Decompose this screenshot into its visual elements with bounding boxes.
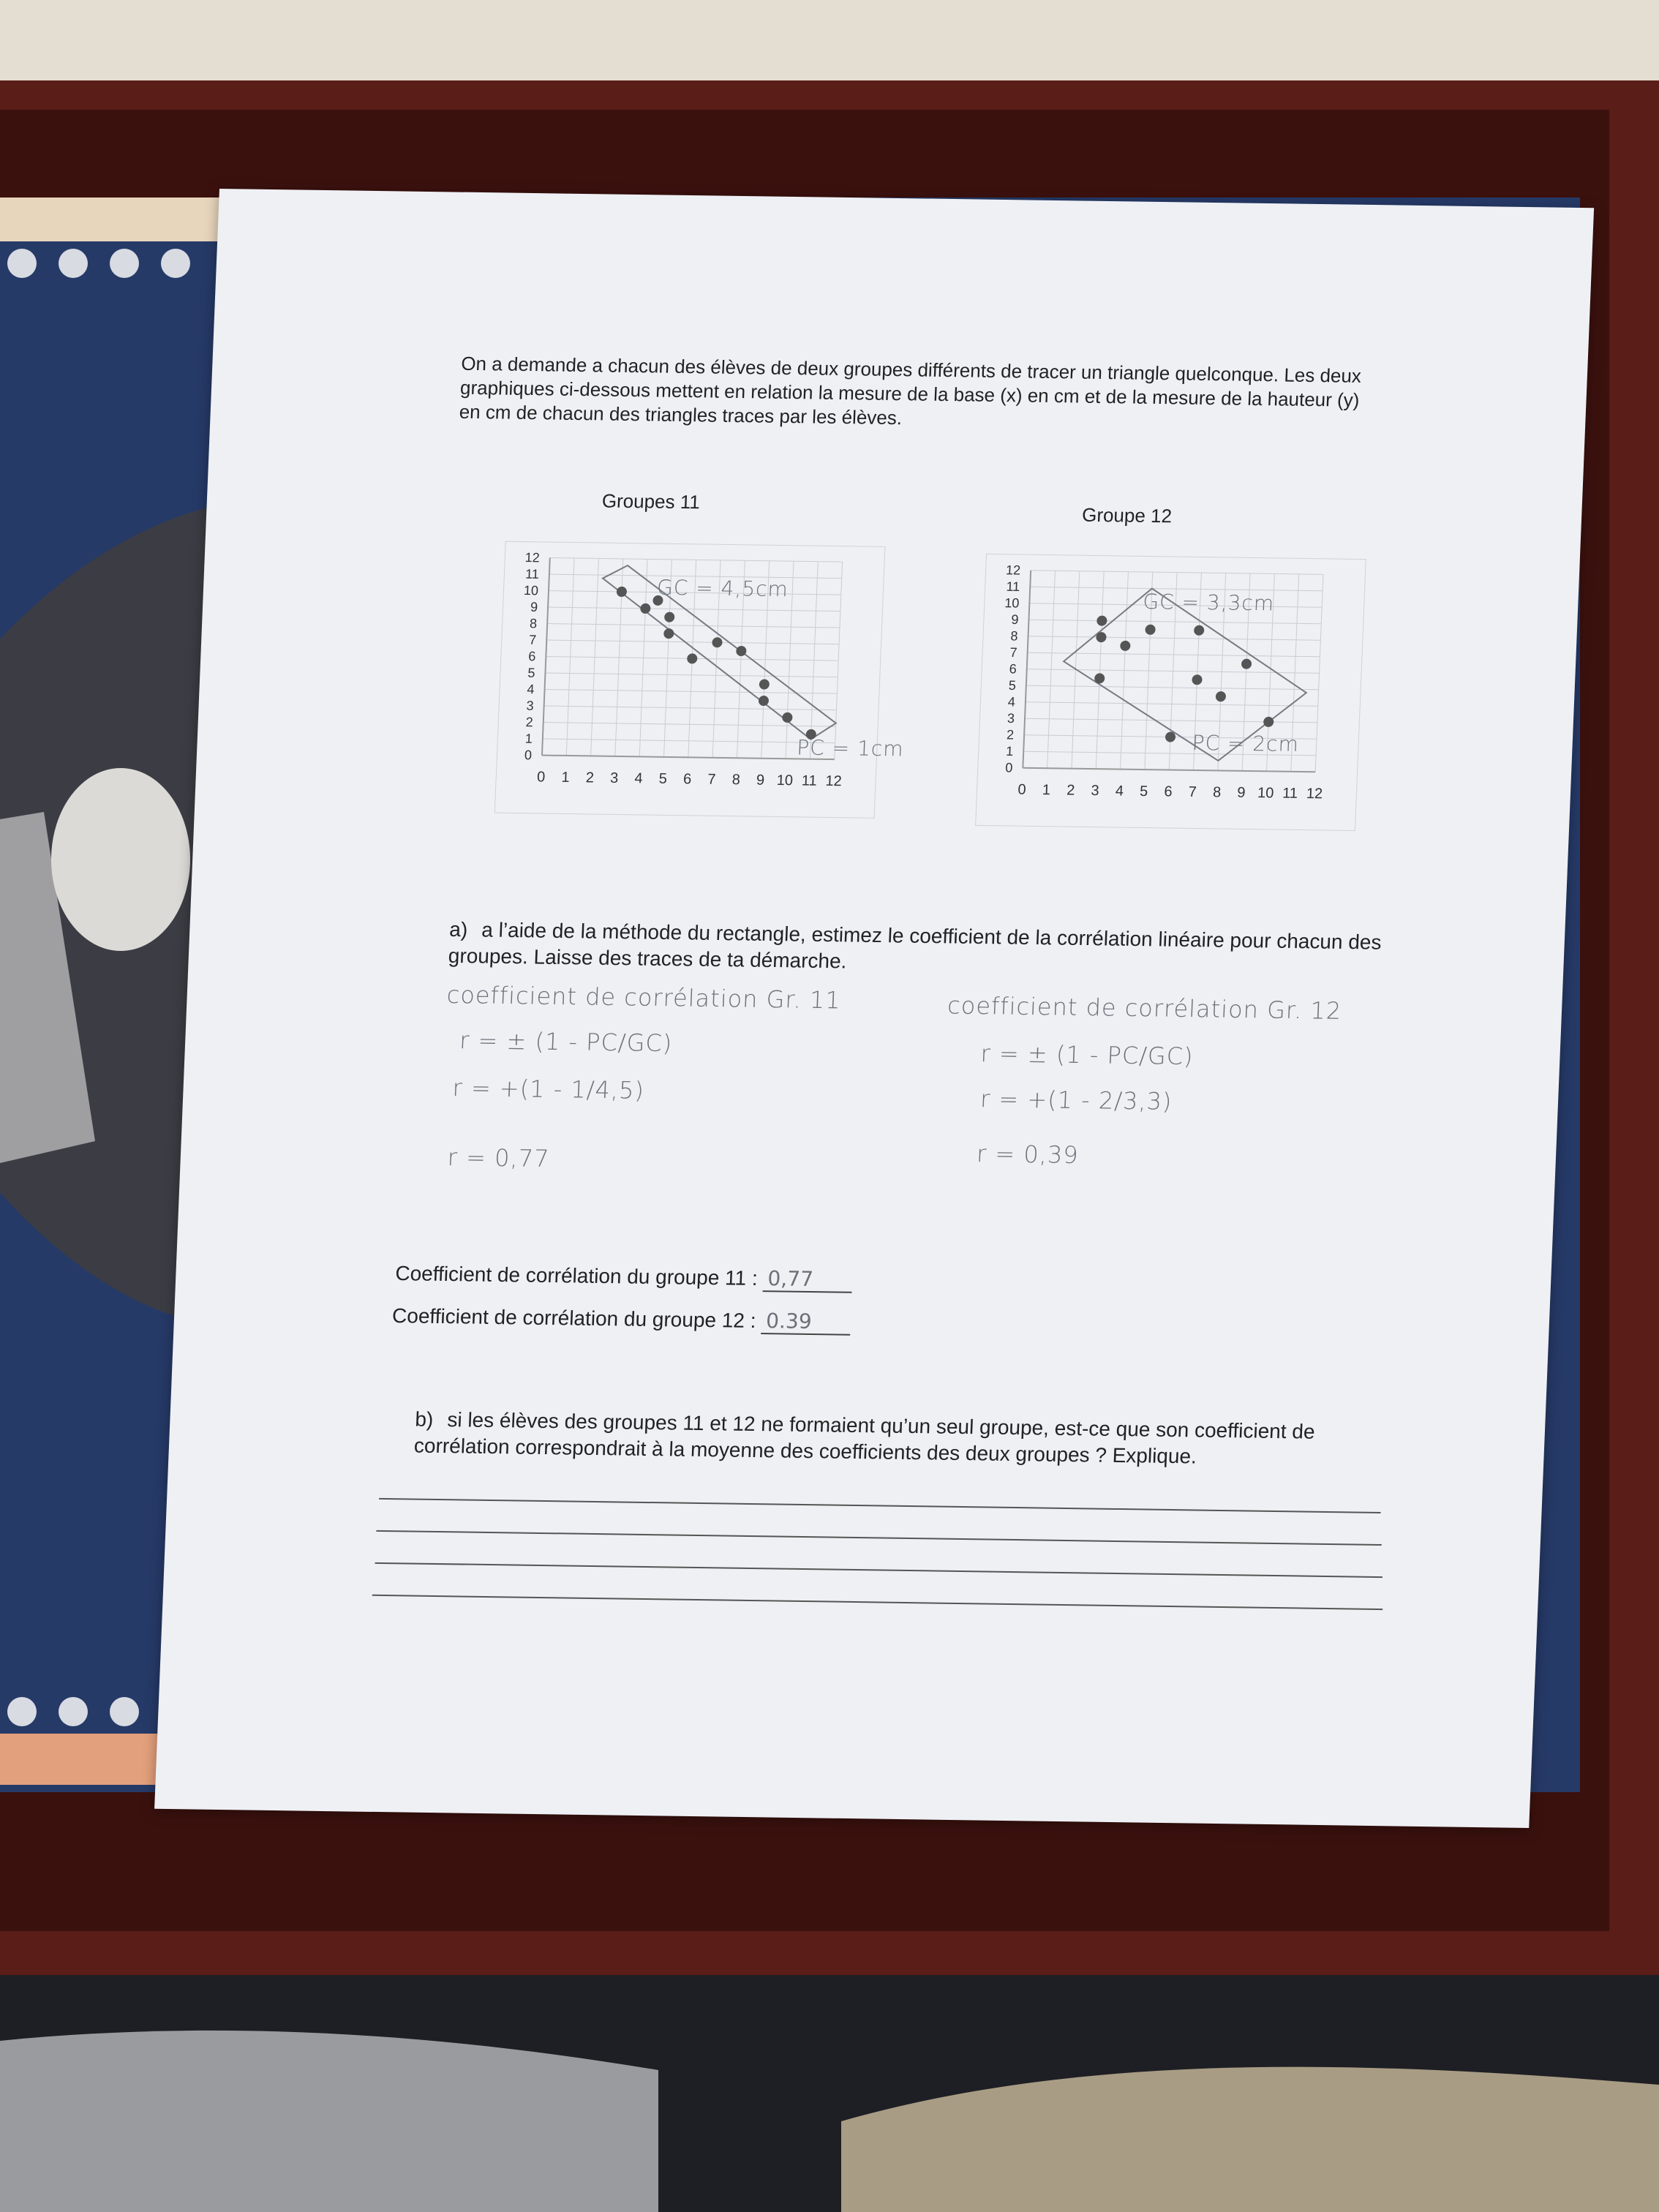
- coefficient-line-groupe-12: [391, 1304, 851, 1336]
- decor-dot: [110, 1697, 139, 1726]
- question-b-letter: b): [414, 1407, 434, 1431]
- x-tick-label: 6: [1164, 783, 1173, 800]
- answer-line[interactable]: [372, 1595, 1382, 1610]
- y-tick-label: 9: [1011, 612, 1019, 628]
- data-point: [759, 696, 770, 706]
- y-tick-label: 4: [527, 682, 535, 697]
- eraser: [51, 768, 190, 951]
- x-tick-label: 12: [825, 772, 843, 790]
- y-tick-label: 6: [1009, 661, 1017, 677]
- x-tick-label: 3: [1091, 783, 1100, 800]
- y-tick-label: 7: [528, 632, 537, 647]
- coef-11-label: Coefficient de corrélation du groupe 11 :: [394, 1262, 759, 1290]
- data-point: [1145, 625, 1156, 635]
- decor-dot: [110, 249, 139, 278]
- hand-substitution-gr12: r = +(1 - 2/3,3): [979, 1085, 1173, 1116]
- hand-heading-gr11: coefficient de corrélation Gr. 11: [446, 980, 842, 1015]
- coefficient-line-groupe-11: [395, 1261, 853, 1293]
- question-a-letter: a): [448, 917, 468, 941]
- question-b: [413, 1407, 1402, 1473]
- y-tick-label: 3: [1007, 710, 1015, 726]
- y-tick-label: 12: [1005, 563, 1021, 578]
- decor-dot: [59, 1697, 88, 1726]
- hand-result-gr11: r = 0,77: [447, 1143, 551, 1173]
- decor-dot: [7, 249, 37, 278]
- x-tick-label: 1: [1042, 782, 1051, 799]
- y-tick-label: 10: [523, 583, 539, 598]
- x-tick-label: 10: [1257, 785, 1274, 802]
- hand-result-gr12: r = 0,39: [976, 1140, 1080, 1170]
- data-point: [1241, 659, 1252, 669]
- hand-substitution-gr11: r = +(1 - 1/4,5): [451, 1074, 645, 1105]
- data-point: [687, 653, 698, 663]
- x-tick-label: 1: [561, 769, 571, 786]
- y-tick-label: 2: [525, 715, 534, 730]
- y-tick-label: 9: [530, 599, 538, 614]
- data-point: [664, 612, 675, 622]
- y-tick-label: 0: [1004, 760, 1013, 775]
- question-a-text: a l’aide de la méthode du rectangle, estimez le coefficient de la corrélation linéaire pour chacun des groupes. Laisse des traces de ta démarche.: [448, 918, 1382, 973]
- x-tick-label: 2: [1066, 782, 1075, 799]
- x-tick-label: 4: [634, 770, 644, 787]
- data-point: [1194, 625, 1205, 636]
- y-tick-label: 8: [1010, 628, 1018, 644]
- data-point: [1120, 641, 1131, 651]
- answer-line[interactable]: [375, 1562, 1382, 1578]
- x-tick-label: 7: [707, 771, 716, 788]
- x-tick-label: 4: [1115, 783, 1124, 800]
- coef-12-label: Coefficient de corrélation du groupe 12 :: [391, 1304, 757, 1332]
- data-point: [1192, 674, 1203, 685]
- x-tick-label: 2: [585, 770, 595, 786]
- chart-title-groupe-12: Groupe 12: [1081, 503, 1173, 527]
- answer-line[interactable]: [376, 1530, 1381, 1546]
- hand-formula-gr11: r = ± (1 - PC/GC): [459, 1026, 674, 1058]
- answer-line[interactable]: [379, 1498, 1380, 1513]
- hand-formula-gr12: r = ± (1 - PC/GC): [979, 1039, 1195, 1071]
- question-a: [448, 917, 1400, 982]
- y-tick-label: 0: [524, 748, 533, 763]
- x-tick-label: 3: [609, 770, 619, 786]
- data-point: [712, 637, 723, 647]
- x-tick-label: 7: [1188, 783, 1197, 801]
- x-tick-label: 12: [1306, 786, 1323, 802]
- sleeve: [0, 2031, 658, 2212]
- pc-annotation-gr12: PC = 2cm: [1192, 730, 1300, 756]
- y-tick-label: 11: [524, 566, 540, 582]
- y-tick-label: 5: [1008, 677, 1017, 693]
- y-tick-label: 5: [527, 665, 535, 680]
- worksheet-paper: [154, 189, 1594, 1828]
- data-point: [782, 712, 793, 723]
- x-tick-label: 6: [682, 771, 692, 788]
- chart-title-groupes-11: Groupes 11: [601, 489, 701, 514]
- x-tick-label: 8: [1212, 784, 1222, 801]
- intro-paragraph: On a demande a chacun des élèves de deux groupes différents de tracer un triangle quelconque. Les deux graphiques ci-dessous mettent en relation la mesure de la base (x) en cm et de la mesure de la hauteur (y) en cm de chacun des triangles traces par les élèves.: [459, 352, 1362, 429]
- hand-heading-gr12: coefficient de corrélation Gr. 12: [947, 991, 1342, 1025]
- x-tick-label: 9: [1236, 784, 1246, 801]
- y-tick-label: 3: [526, 698, 535, 713]
- x-tick-label: 5: [658, 770, 668, 787]
- x-tick-label: 8: [731, 772, 741, 789]
- coef-11-answer[interactable]: 0,77: [763, 1266, 853, 1293]
- data-point: [640, 603, 651, 614]
- x-tick-label: 9: [756, 772, 765, 789]
- x-tick-label: 5: [1139, 783, 1148, 800]
- decor-dot: [161, 249, 190, 278]
- y-tick-label: 10: [1004, 595, 1020, 611]
- data-point: [1216, 691, 1227, 701]
- data-point: [1165, 731, 1176, 742]
- decor-dot: [59, 249, 88, 278]
- y-tick-label: 11: [1006, 579, 1020, 595]
- y-tick-label: 1: [1005, 743, 1014, 759]
- decor-dot: [7, 1697, 37, 1726]
- x-tick-label: 0: [1017, 781, 1027, 798]
- x-tick-label: 11: [1282, 785, 1298, 802]
- data-point: [759, 679, 770, 689]
- x-tick-label: 11: [801, 772, 818, 789]
- y-tick-label: 2: [1006, 727, 1015, 742]
- y-tick-label: 8: [529, 616, 538, 631]
- y-tick-label: 4: [1007, 694, 1016, 710]
- x-tick-label: 0: [536, 769, 546, 786]
- pc-annotation-gr11: PC = 1cm: [796, 735, 905, 761]
- gc-annotation-gr11: GC = 4,5cm: [656, 575, 789, 602]
- gc-annotation-gr12: GC = 3,3cm: [1142, 589, 1275, 616]
- y-tick-label: 1: [524, 731, 533, 746]
- data-point: [663, 628, 674, 639]
- coef-12-answer[interactable]: 0.39: [761, 1309, 851, 1336]
- y-tick-label: 7: [1009, 644, 1018, 661]
- y-tick-label: 12: [524, 550, 541, 565]
- y-tick-label: 6: [527, 649, 536, 664]
- x-tick-label: 10: [776, 772, 794, 789]
- data-point: [1096, 616, 1107, 626]
- question-b-text: si les élèves des groupes 11 et 12 ne formaient qu’un seul groupe, est-ce que son coefficient de corrélation correspondrait à la moyenne des coefficients des deux groupes ? Explique.: [413, 1408, 1316, 1468]
